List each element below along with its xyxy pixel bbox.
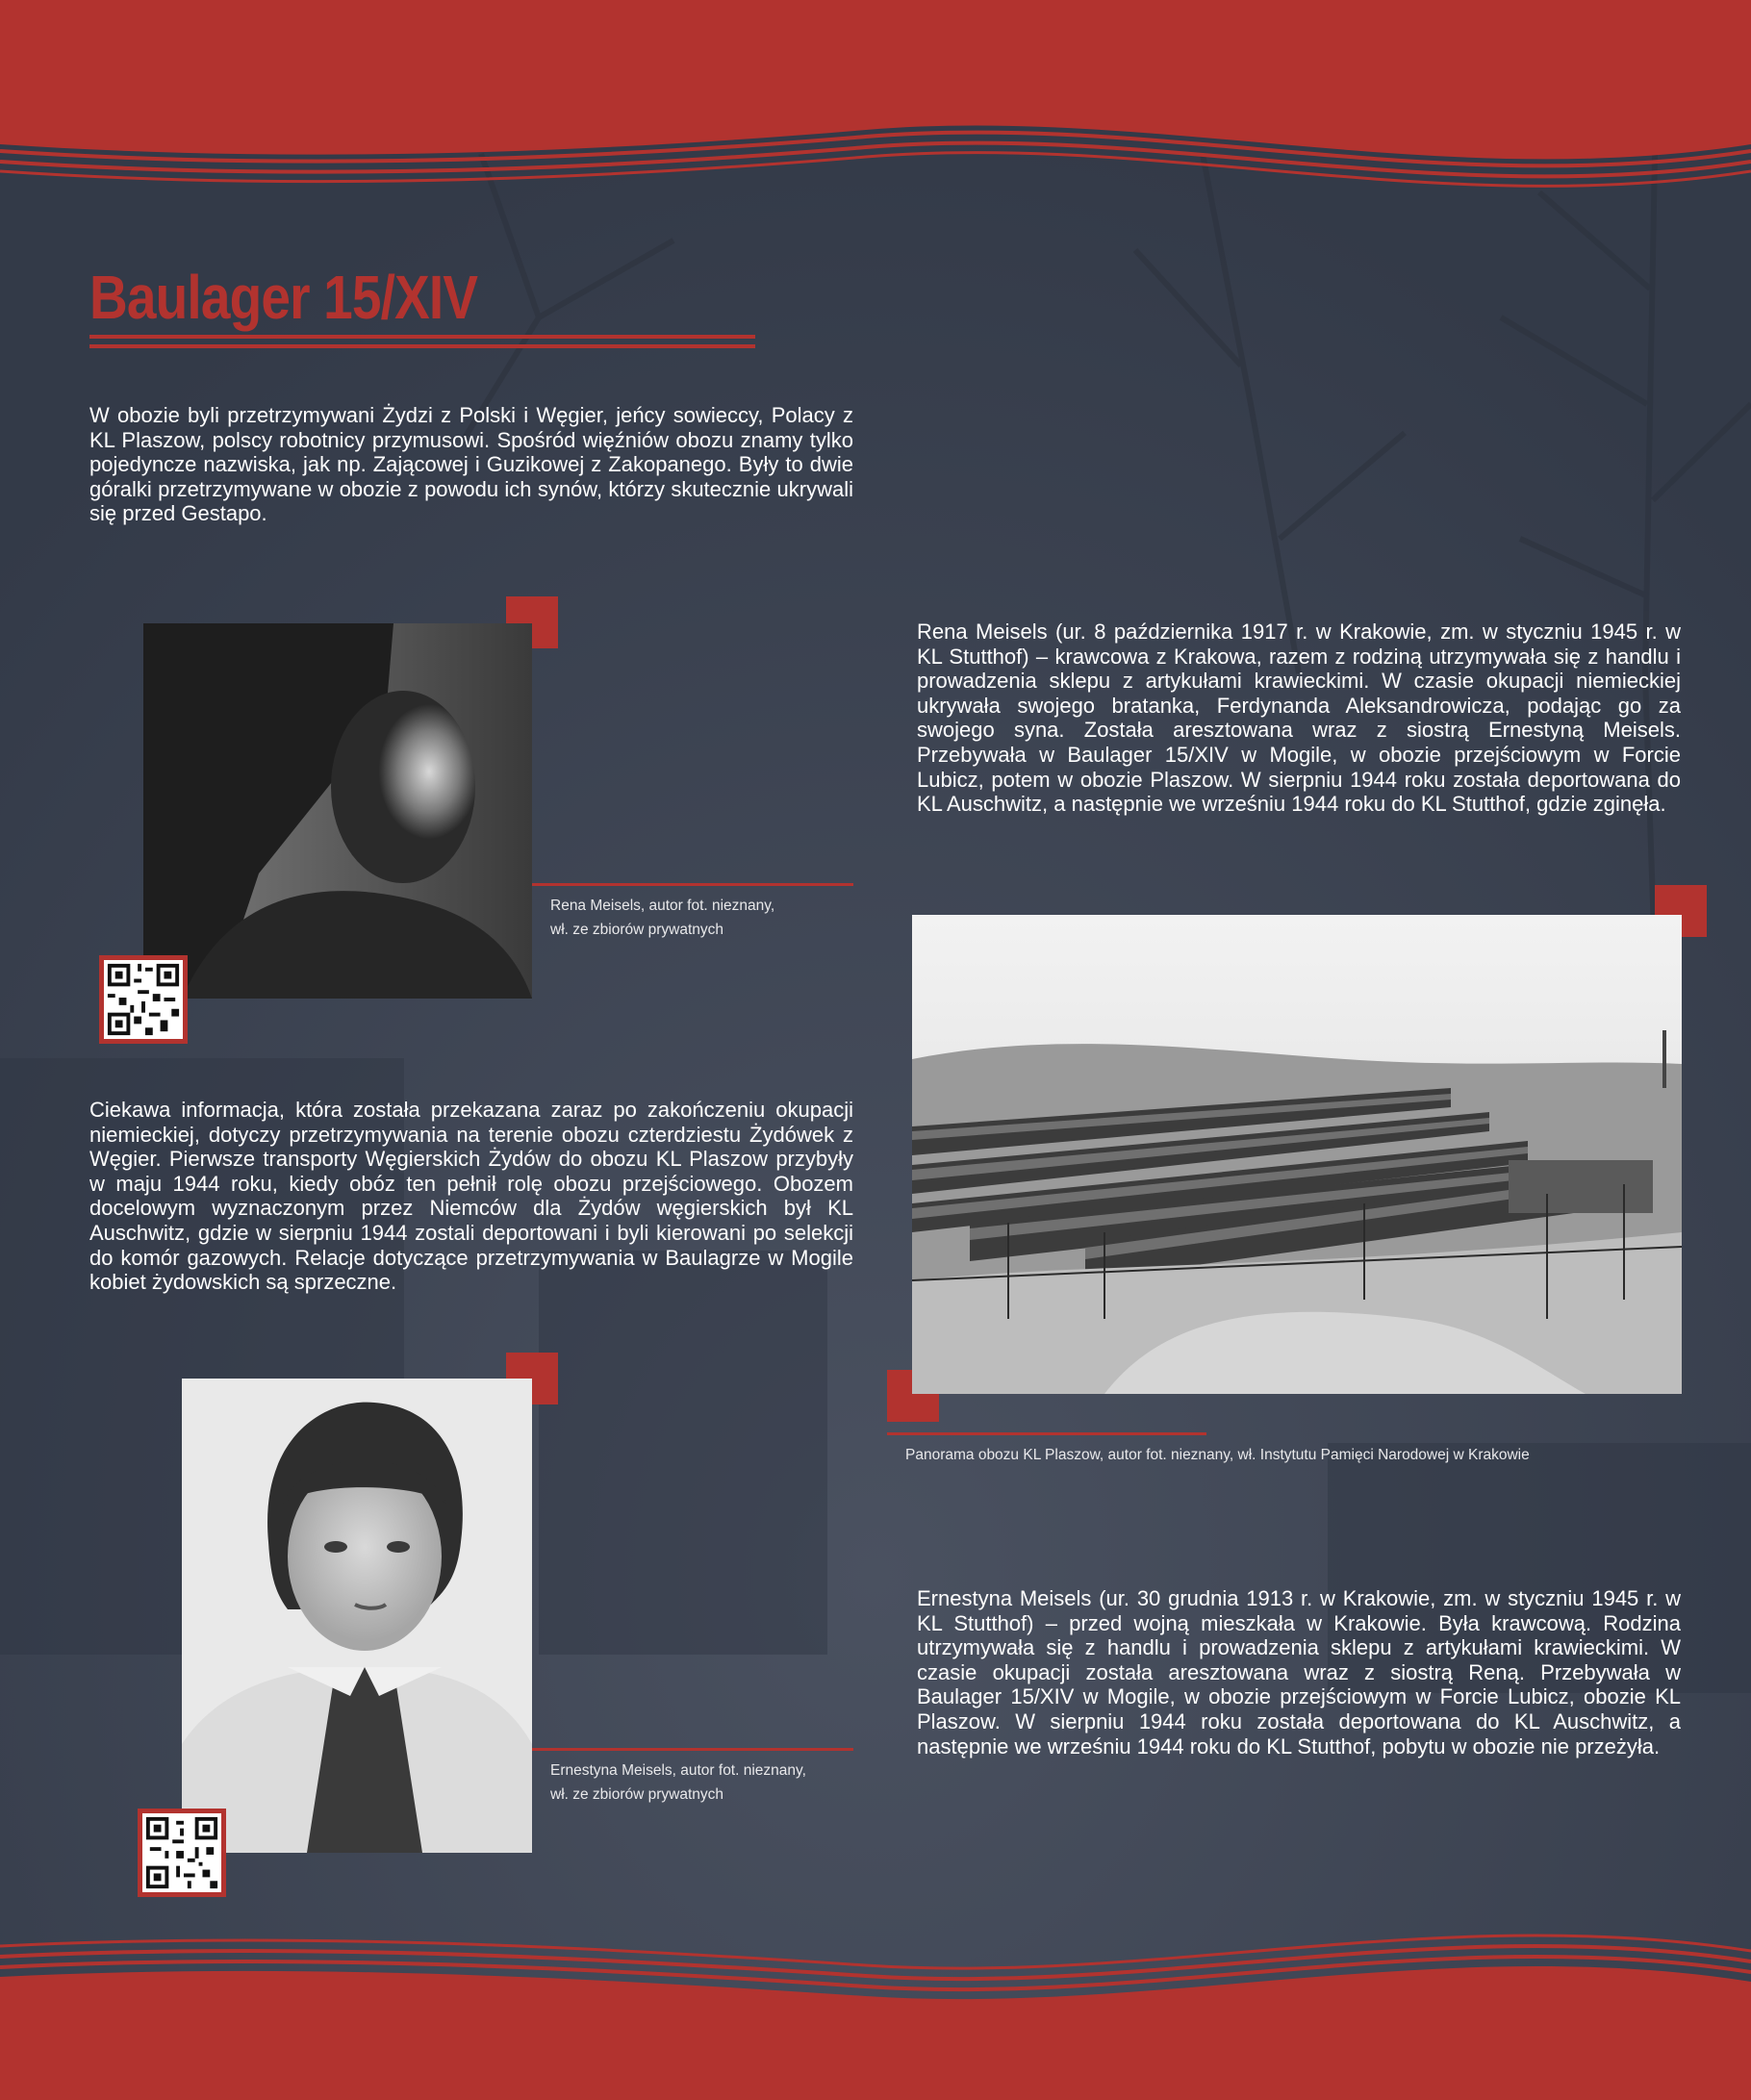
ernestyna-portrait-photo: [182, 1379, 532, 1853]
ernestyna-caption-rule: [532, 1748, 853, 1751]
rena-qr-code[interactable]: [99, 955, 188, 1044]
panorama-photo: [912, 915, 1682, 1394]
intro-paragraph: W obozie byli przetrzymywani Żydzi z Polski i Węgier, jeńcy sowieccy, Polacy z KL Plaszow, polscy robotnicy przymusowi. Spośród więźniów obozu znamy tylko pojedyncze nazwiska, jak np. Zającowej i Guzikowej z Zakopanego. Były to dwie góralki przetrzymywane w obozie z powodu ich synów, którzy skutecznie ukrywali się przed Gestapo.: [89, 403, 853, 526]
rena-caption-rule: [532, 883, 853, 886]
title-underline: [89, 335, 755, 348]
page-title: Baulager 15/XIV: [89, 263, 478, 332]
middle-paragraph: Ciekawa informacja, która została przekazana zaraz po zakończeniu okupacji niemieckiej, dotyczy przetrzymywania na terenie obozu czterdziestu Żydówek z Węgier. Pierwsze transporty Węgierskich Żydów do obozu KL Plaszow przybyły w maju 1944 roku, kiedy obóz ten pełnił rolę obozu przejściowego. Obozem docelowym wyznaczonym przez Niemców dla Żydów węgierskich był KL Auschwitz, gdzie w sierpniu 1944 zostali deportowani i byli kierowani po selekcji do komór gazowych. Relacje dotyczące przetrzymywania w Baulagrze w Mogile kobiet żydowskich są sprzeczne.: [89, 1098, 853, 1295]
ernestyna-caption-line2: wł. ze zbiorów prywatnych: [550, 1786, 724, 1803]
panorama-caption: Panorama obozu KL Plaszow, autor fot. nieznany, wł. Instytutu Pamięci Narodowej w Krakowie: [905, 1447, 1530, 1463]
ernestyna-qr-code[interactable]: [138, 1809, 226, 1897]
rena-portrait-photo: [143, 623, 532, 999]
ernestyna-biography: Ernestyna Meisels (ur. 30 grudnia 1913 r. w Krakowie, zm. w styczniu 1945 r. w KL Stutthof) – przed wojną mieszkała w Krakowie. Była krawcową. Rodzina utrzymywała się z handlu i prowadzenia sklepu z artykułami krawieckimi. W czasie okupacji została aresztowana wraz z siostrą Reną. Przebywała w Baulager 15/XIV w Mogile, w obozie przejściowym w Forcie Lubicz, obozie KL Plaszow. W sierpniu 1944 roku została deportowana do KL Auschwitz, a następnie we wrześniu 1944 roku do KL Stutthof, pobytu w obozie nie przeżyła.: [917, 1586, 1681, 1758]
rena-caption: [550, 894, 774, 942]
ernestyna-caption-line1: Ernestyna Meisels, autor fot. nieznany,: [550, 1762, 806, 1779]
rena-caption-line2: wł. ze zbiorów prywatnych: [550, 922, 724, 938]
panorama-caption-rule: [887, 1432, 1206, 1435]
rena-biography: Rena Meisels (ur. 8 października 1917 r. w Krakowie, zm. w styczniu 1945 r. w KL Stutthof) – krawcowa z Krakowa, razem z rodziną utrzymywała się z handlu i prowadzenia sklepu z artykułami krawieckimi. W czasie okupacji niemieckiej ukrywała swojego bratanka, Ferdynanda Aleksandrowicza, podając go za swojego syna. Została aresztowana wraz z siostrą Ernestyną Meisels. Przebywała w Baulager 15/XIV w Mogile, w obozie przejściowym w Forcie Lubicz, potem w obozie Plaszow. W sierpniu 1944 roku została deportowana do KL Auschwitz, a następnie we wrześniu 1944 roku do KL Stutthof, gdzie zginęła.: [917, 620, 1681, 817]
rena-caption-line1: Rena Meisels, autor fot. nieznany,: [550, 898, 775, 914]
ernestyna-caption: [550, 1758, 806, 1807]
